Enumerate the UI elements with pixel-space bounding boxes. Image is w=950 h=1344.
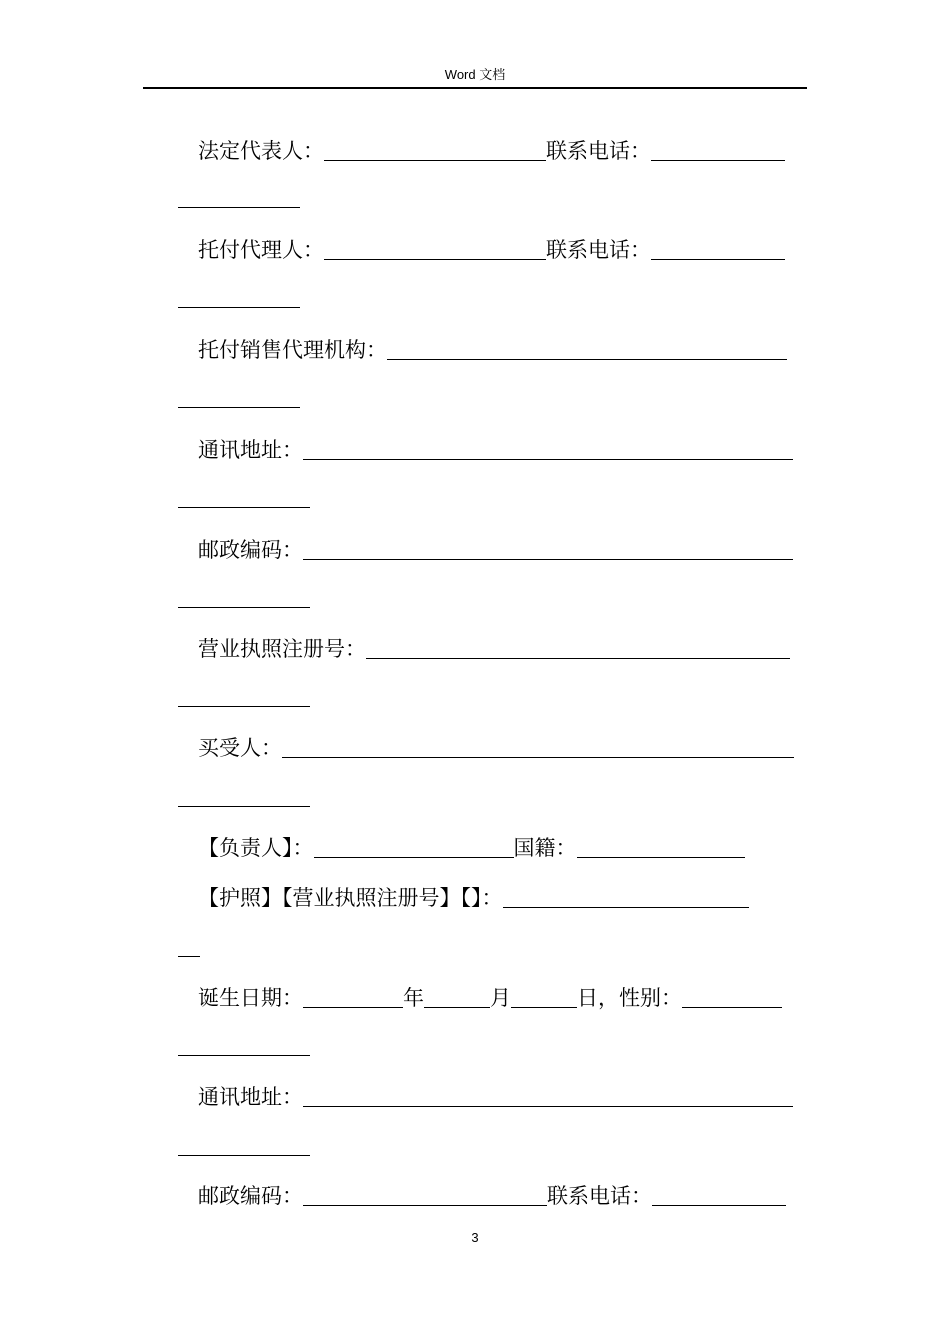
person-in-charge-label: 【负责人】：: [198, 836, 314, 860]
gender-field-continuation[interactable]: [178, 1055, 310, 1056]
agent-phone-label: 联系电话：: [546, 238, 651, 262]
legal-rep-label: 法定代表人：: [198, 139, 324, 163]
phone2-label: 联系电话：: [547, 1184, 652, 1208]
address-line: [198, 435, 800, 465]
legal-rep-field[interactable]: [324, 159, 546, 161]
birth-day-field[interactable]: [511, 1006, 577, 1008]
agent-phone-field[interactable]: [651, 258, 785, 260]
address2-field-continuation[interactable]: [178, 1155, 310, 1156]
birth-line: [198, 983, 800, 1013]
header-rule: [143, 87, 807, 89]
license-field-continuation[interactable]: [178, 706, 310, 707]
address2-label: 通讯地址：: [198, 1085, 303, 1109]
id-line: [198, 883, 800, 913]
month-label: 月: [490, 986, 511, 1010]
agent-line: [198, 235, 800, 265]
nationality-field[interactable]: [577, 856, 745, 858]
id-number-field[interactable]: [503, 906, 749, 908]
buyer-field-continuation[interactable]: [178, 806, 310, 807]
sales-agency-label: 托付销售代理机构：: [198, 338, 387, 362]
phone-field[interactable]: [651, 159, 785, 161]
address-label: 通讯地址：: [198, 438, 303, 462]
buyer-label: 买受人：: [198, 736, 282, 760]
person-in-charge-line: [198, 833, 800, 863]
buyer-field[interactable]: [282, 756, 794, 758]
buyer-line: [198, 733, 800, 763]
legal-rep-line: [198, 136, 800, 166]
license-label: 营业执照注册号：: [198, 637, 366, 661]
phone2-field[interactable]: [652, 1204, 786, 1206]
sales-agency-field[interactable]: [387, 358, 787, 360]
address2-field[interactable]: [303, 1105, 793, 1107]
agent-label: 托付代理人：: [198, 238, 324, 262]
postcode-field[interactable]: [303, 558, 793, 560]
postcode2-line: [198, 1181, 800, 1211]
page-number: 3: [471, 1230, 479, 1245]
license-field[interactable]: [366, 657, 790, 659]
day-gender-label: 日，性别：: [577, 986, 682, 1010]
postcode-line: [198, 535, 800, 565]
agent-phone-field-continuation[interactable]: [178, 307, 300, 308]
birth-label: 诞生日期：: [198, 986, 303, 1010]
id-number-field-continuation[interactable]: [178, 956, 200, 957]
sales-agency-field-continuation[interactable]: [178, 407, 300, 408]
gender-field[interactable]: [682, 1006, 782, 1008]
phone-field-continuation[interactable]: [178, 207, 300, 208]
year-label: 年: [403, 986, 424, 1010]
nationality-label: 国籍：: [513, 836, 577, 860]
license-line: [198, 634, 800, 664]
agent-field[interactable]: [324, 258, 546, 260]
person-in-charge-field[interactable]: [314, 856, 514, 858]
phone-label: 联系电话：: [546, 139, 651, 163]
address-field-continuation[interactable]: [178, 507, 310, 508]
birth-month-field[interactable]: [424, 1006, 490, 1008]
postcode-label: 邮政编码：: [198, 538, 303, 562]
birth-year-field[interactable]: [303, 1006, 403, 1008]
sales-agency-line: [198, 335, 800, 365]
id-type-label: 【护照】【营业执照注册号】【】：: [198, 886, 503, 910]
page-header: [143, 66, 807, 84]
header-title: Word 文档: [444, 67, 506, 82]
postcode-field-continuation[interactable]: [178, 607, 310, 608]
postcode2-field[interactable]: [303, 1204, 547, 1206]
postcode2-label: 邮政编码：: [198, 1184, 303, 1208]
address-field[interactable]: [303, 458, 793, 460]
address2-line: [198, 1082, 800, 1112]
